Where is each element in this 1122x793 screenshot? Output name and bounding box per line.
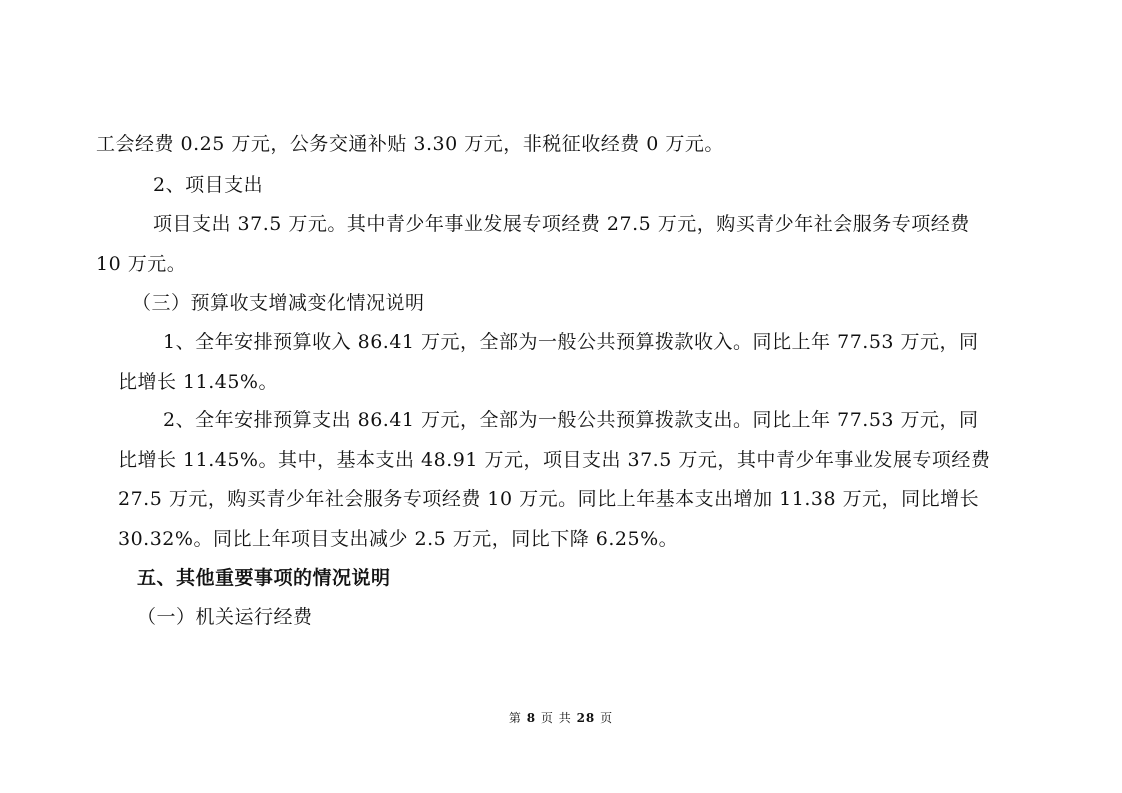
subheading-operating-expenses: （一）机关运行经费 <box>137 606 313 628</box>
page-footer <box>0 709 1122 726</box>
body-line-6: 1、全年安排预算收入 86.41 万元，全部为一般公共预算拨款收入。同比上年 77.53 万元，同 <box>163 331 979 353</box>
body-line-9: 比增长 11.45%。其中，基本支出 48.91 万元，项目支出 37.5 万元，其中青少年事业发展专项经费 <box>118 449 991 471</box>
footer-middle: 页 共 <box>540 711 572 725</box>
subheading-project-expenditure: 2、项目支出 <box>153 174 264 196</box>
footer-suffix: 页 <box>600 711 614 725</box>
body-line-10: 27.5 万元，购买青少年社会服务专项经费 10 万元。同比上年基本支出增加 11.38 万元，同比增长 <box>118 488 980 510</box>
body-line-11: 30.32%。同比上年项目支出减少 2.5 万元，同比下降 6.25%。 <box>118 528 679 550</box>
section-heading-budget-changes: （三）预算收支增减变化情况说明 <box>132 292 425 314</box>
footer-prefix: 第 <box>508 711 522 725</box>
body-line-8: 2、全年安排预算支出 86.41 万元，全部为一般公共预算拨款支出。同比上年 77.53 万元，同 <box>163 409 979 431</box>
body-line-4: 10 万元。 <box>96 253 187 275</box>
page-number: 8 <box>526 711 537 725</box>
body-line-7: 比增长 11.45%。 <box>118 371 278 393</box>
body-line-1: 工会经费 0.25 万元，公务交通补贴 3.30 万元，非税征收经费 0 万元。 <box>96 133 724 155</box>
body-line-3: 项目支出 37.5 万元。其中青少年事业发展专项经费 27.5 万元，购买青少年社会服务专项经费 <box>153 213 970 235</box>
total-pages: 28 <box>576 711 596 725</box>
section-heading-other-matters: 五、其他重要事项的情况说明 <box>137 567 391 589</box>
